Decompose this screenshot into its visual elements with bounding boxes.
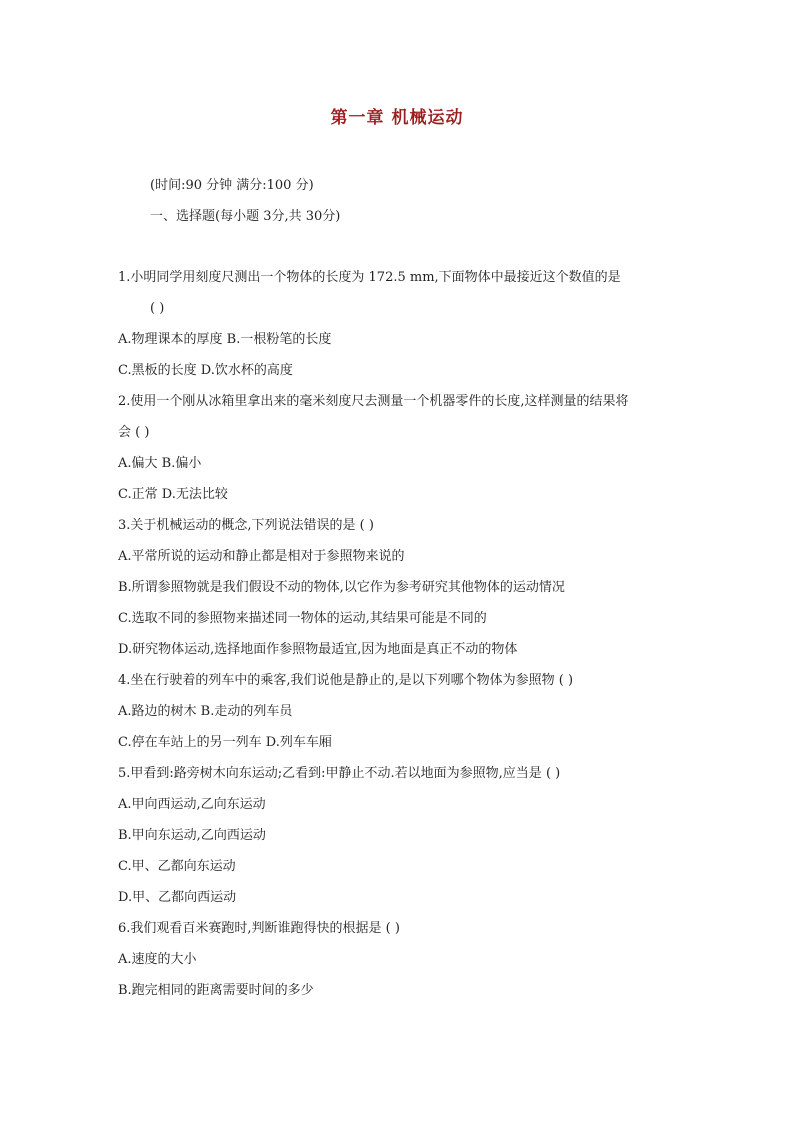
option-line: A.偏大 B.偏小 — [118, 456, 202, 471]
option-line: C.选取不同的参照物来描述同一物体的运动,其结果可能是不同的 — [118, 611, 487, 626]
chapter-title: 第一章 机械运动 — [330, 108, 464, 128]
question-list — [118, 269, 688, 1013]
question-5 — [118, 765, 688, 920]
option-line: B.所谓参照物就是我们假设不动的物体,以它作为参考研究其他物体的运动情况 — [118, 580, 565, 595]
option-line: C.黑板的长度 D.饮水杯的高度 — [118, 363, 293, 378]
question-stem: 4.坐在行驶着的列车中的乘客,我们说他是静止的,是以下列哪个物体为参照物 ( ) — [118, 673, 574, 688]
question-stem: 1.小明同学用刻度尺测出一个物体的长度为 172.5 mm,下面物体中最接近这个数值的是 — [118, 270, 621, 285]
question-stem: 2.使用一个刚从冰箱里拿出来的毫米刻度尺去测量一个机器零件的长度,这样测量的结果将 — [118, 394, 629, 409]
exam-info: (时间:90 分钟 满分:100 分) — [150, 178, 314, 193]
option-line: B.跑完相同的距离需要时间的多少 — [118, 983, 314, 998]
option-line: C.正常 D.无法比较 — [118, 487, 228, 502]
option-line: A.平常所说的运动和静止都是相对于参照物来说的 — [118, 549, 405, 564]
option-line: A.速度的大小 — [118, 952, 197, 967]
question-1 — [118, 269, 688, 393]
answer-blank: ( ) — [150, 301, 165, 316]
question-2 — [118, 393, 688, 517]
question-stem: 6.我们观看百米赛跑时,判断谁跑得快的根据是 ( ) — [118, 921, 400, 936]
option-line: C.停在车站上的另一列车 D.列车车厢 — [118, 735, 332, 750]
question-stem: 5.甲看到:路旁树木向东运动;乙看到:甲静止不动.若以地面为参照物,应当是 ( ) — [118, 766, 561, 781]
question-stem: 3.关于机械运动的概念,下列说法错误的是 ( ) — [118, 518, 374, 533]
section-heading: 一、选择题(每小题 3分,共 30分) — [150, 209, 341, 224]
option-line: B.甲向东运动,乙向西运动 — [118, 828, 266, 843]
option-line: A.物理课本的厚度 B.一根粉笔的长度 — [118, 332, 332, 347]
option-line: A.路边的树木 B.走动的列车员 — [118, 704, 293, 719]
option-line: D.甲、乙都向西运动 — [118, 890, 237, 905]
question-stem-continued: 会 ( ) — [118, 425, 150, 440]
question-3 — [118, 517, 688, 672]
question-4 — [118, 672, 688, 765]
question-6 — [118, 920, 688, 1013]
option-line: C.甲、乙都向东运动 — [118, 859, 236, 874]
option-line: D.研究物体运动,选择地面作参照物最适宜,因为地面是真正不动的物体 — [118, 642, 518, 657]
option-line: A.甲向西运动,乙向东运动 — [118, 797, 266, 812]
